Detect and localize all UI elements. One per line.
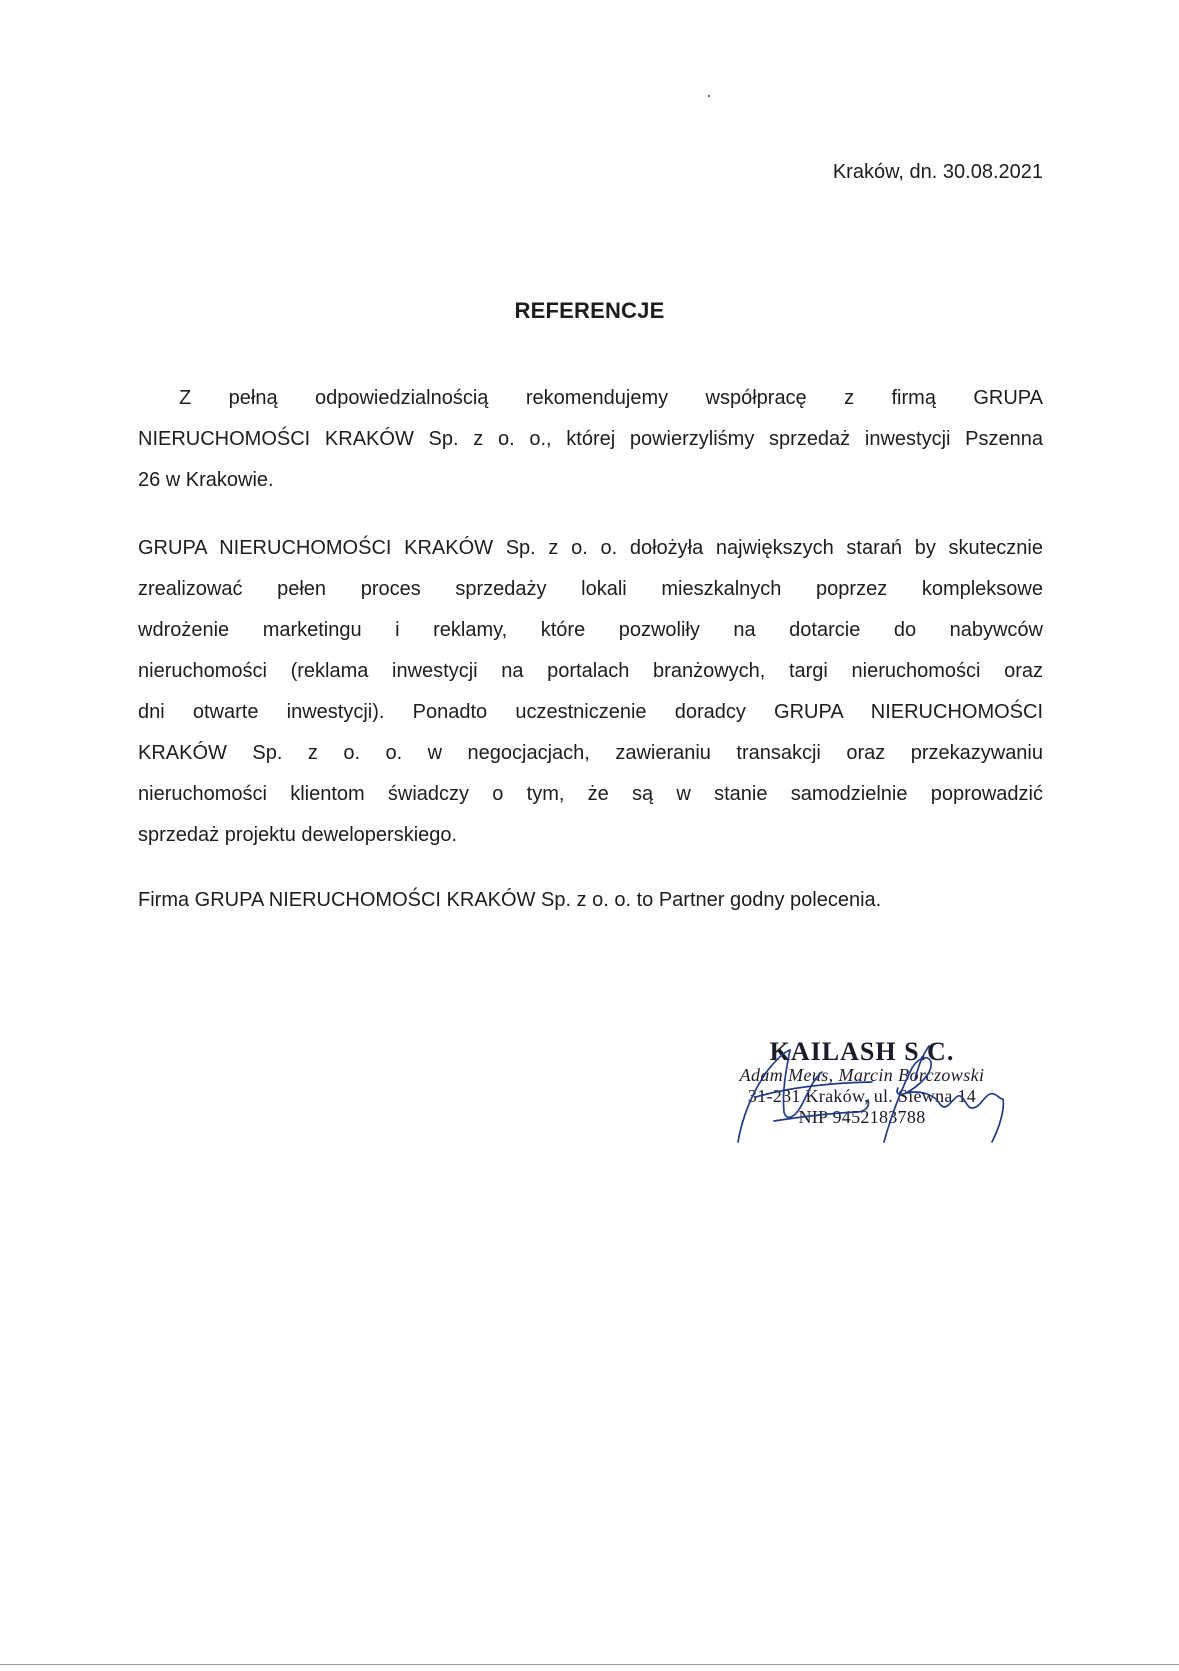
paragraph-line: wdrożenie marketingu i reklamy, które pozwoliły na dotarcie do nabywców xyxy=(138,619,1043,641)
paragraph-line: Z pełną odpowiedzialnością rekomendujemy współpracę z firmą GRUPA xyxy=(179,387,1043,409)
paragraph-line: nieruchomości klientom świadczy o tym, że są w stanie samodzielnie poprowadzić xyxy=(138,783,1043,805)
stamp-owners: Adam Meus, Marcin Borczowski xyxy=(739,1065,985,1085)
paragraph-line: dni otwarte inwestycji). Ponadto uczestniczenie doradcy GRUPA NIERUCHOMOŚCI xyxy=(138,701,1043,723)
paragraph-line: zrealizować pełen proces sprzedaży lokali mieszkalnych poprzez kompleksowe xyxy=(138,578,1043,600)
letter-title: REFERENCJE xyxy=(514,298,665,323)
scan-speck xyxy=(708,95,710,97)
paragraph-line: GRUPA NIERUCHOMOŚCI KRAKÓW Sp. z o. o. dołożyła największych starań by skutecznie xyxy=(138,537,1043,559)
paragraph-details xyxy=(138,528,1043,856)
paragraph-line: KRAKÓW Sp. z o. o. w negocjacjach, zawieraniu transakcji oraz przekazywaniu xyxy=(138,742,1043,764)
stamp-nip: NIP 9452183788 xyxy=(798,1107,926,1127)
scan-edge-line xyxy=(0,1664,1179,1665)
stamp-company-name: KAILASH S.C. xyxy=(769,1037,955,1066)
stamp-address: 31-231 Kraków, ul. Siewna 14 xyxy=(747,1086,977,1106)
paragraph-closing xyxy=(138,880,1043,921)
paragraph-line: 26 w Krakowie. xyxy=(138,469,274,491)
paragraph-line: sprzedaż projektu deweloperskiego. xyxy=(138,824,458,846)
paragraph-line: Firma GRUPA NIERUCHOMOŚCI KRAKÓW Sp. z o. o. to Partner godny polecenia. xyxy=(138,889,882,911)
paragraph-recommendation xyxy=(138,378,1043,501)
paragraph-line: NIERUCHOMOŚCI KRAKÓW Sp. z o. o., której powierzyliśmy sprzedaż inwestycji Pszenna xyxy=(138,428,1043,450)
letter-date: Kraków, dn. 30.08.2021 xyxy=(832,161,1043,183)
company-stamp xyxy=(712,1039,1012,1128)
paragraph-line: nieruchomości (reklama inwestycji na portalach branżowych, targi nieruchomości oraz xyxy=(138,660,1043,682)
